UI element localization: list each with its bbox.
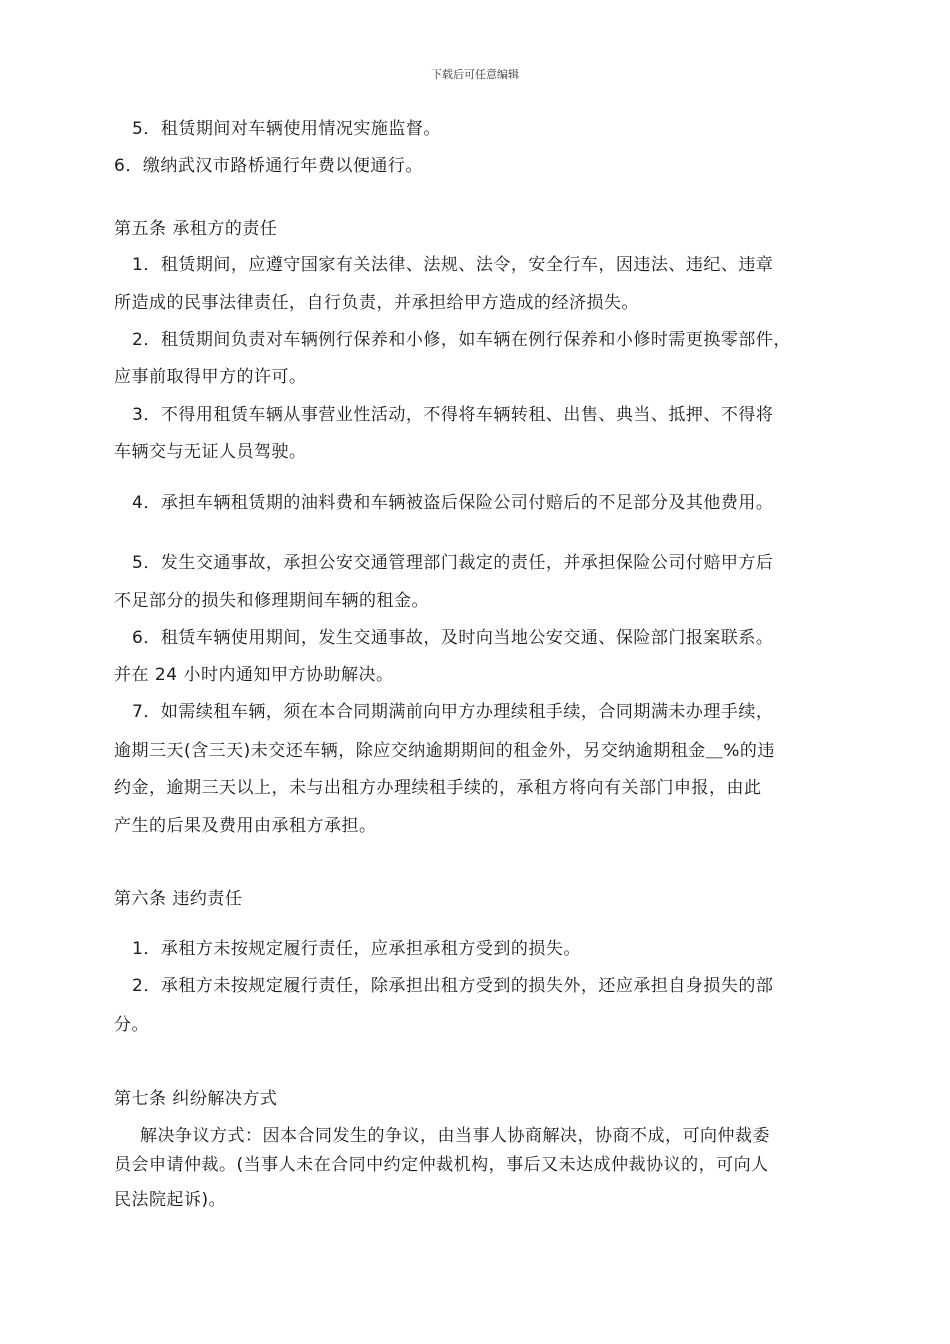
article-5-item-7-cont-2: 约金，逾期三天以上，未与出租方办理续租手续的，承租方将向有关部门申报，由此 — [114, 778, 762, 798]
article-5-item-6-cont: 并在 24 小时内通知甲方协助解决。 — [114, 665, 394, 685]
article-5-item-5: 5．发生交通事故，承担公安交通管理部门裁定的责任，并承担保险公司付赔甲方后 — [132, 553, 774, 573]
clause-4-item-5: 5．租赁期间对车辆使用情况实施监督。 — [132, 119, 441, 139]
article-5-item-7: 7．如需续租车辆，须在本合同期满前向甲方办理续租手续，合同期满未办理手续， — [132, 702, 774, 722]
article-6-item-1: 1．承租方未按规定履行责任，应承担承租方受到的损失。 — [132, 939, 581, 959]
article-5-item-2-cont: 应事前取得甲方的许可。 — [114, 367, 307, 387]
clause-4-item-6: 6．缴纳武汉市路桥通行年费以便通行。 — [114, 156, 423, 176]
article-5-item-7-cont-1: 逾期三天(含三天)未交还车辆，除应交纳逾期期间的租金外，另交纳逾期租金＿%的违 — [114, 741, 775, 761]
article-5-item-3: 3．不得用租赁车辆从事营业性活动，不得将车辆转租、出售、典当、抵押、不得将 — [132, 405, 774, 425]
article-6-heading: 第六条 违约责任 — [114, 889, 243, 909]
article-5-item-6: 6．租赁车辆使用期间，发生交通事故，及时向当地公安交通、保险部门报案联系。 — [132, 628, 774, 648]
article-5-item-4: 4．承担车辆租赁期的油料费和车辆被盗后保险公司付赔后的不足部分及其他费用。 — [132, 493, 774, 513]
article-5-item-2: 2．租赁期间负责对车辆例行保养和小修，如车辆在例行保养和小修时需更换零部件， — [132, 330, 791, 350]
page-header: 下载后可任意编辑 — [431, 68, 519, 81]
article-5-item-3-cont: 车辆交与无证人员驾驶。 — [114, 442, 307, 462]
article-5-heading: 第五条 承租方的责任 — [114, 219, 278, 239]
article-7-body-1: 解决争议方式：因本合同发生的争议，由当事人协商解决，协商不成，可向仲裁委 — [140, 1126, 770, 1146]
article-5-item-1-cont: 所造成的民事法律责任，自行负责，并承担给甲方造成的经济损失。 — [114, 293, 639, 313]
article-7-heading: 第七条 纠纷解决方式 — [114, 1089, 278, 1109]
article-6-item-2-cont: 分。 — [114, 1015, 149, 1035]
article-6-item-2: 2．承租方未按规定履行责任，除承担出租方受到的损失外，还应承担自身损失的部 — [132, 976, 774, 996]
article-7-body-2: 员会申请仲裁。(当事人未在合同中约定仲裁机构，事后又未达成仲裁协议的，可向人 — [114, 1155, 769, 1175]
article-5-item-5-cont: 不足部分的损失和修理期间车辆的租金。 — [114, 591, 429, 611]
article-7-body-3: 民法院起诉)。 — [114, 1190, 227, 1210]
article-5-item-1: 1．租赁期间，应遵守国家有关法律、法规、法令，安全行车，因违法、违纪、违章 — [132, 255, 774, 275]
article-5-item-7-cont-3: 产生的后果及费用由承租方承担。 — [114, 816, 377, 836]
